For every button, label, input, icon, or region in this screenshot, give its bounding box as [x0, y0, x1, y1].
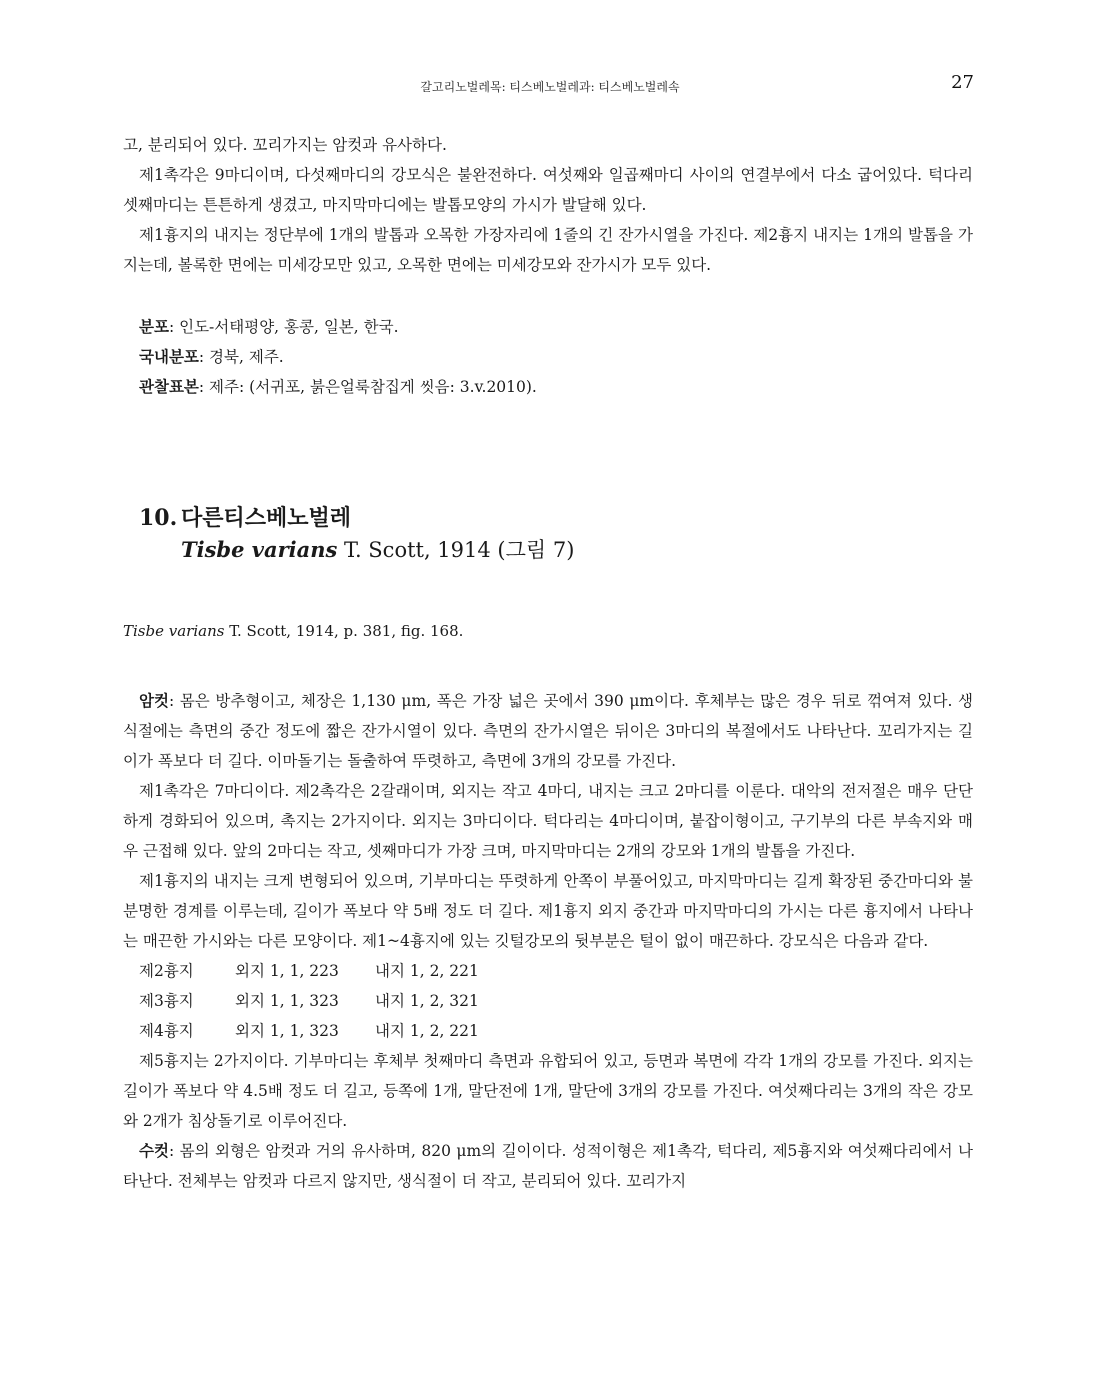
exopod-formula: 외지 1, 1, 323 [235, 1022, 339, 1040]
domestic-label: 국내분포 [139, 347, 199, 366]
page-body [123, 130, 973, 1196]
domestic-value: : 경북, 제주. [198, 348, 284, 366]
exopod-formula: 외지 1, 1, 323 [235, 992, 339, 1010]
intro-paragraph-2: 제1촉각은 9마디이며, 다섯째마디의 강모식은 불완전하다. 여섯째와 일곱째마디 사이의 연결부에서 다소 굽어있다. 턱다리 셋째마디는 튼튼하게 생겼고, 마지막마디에는 발톱모양의 가시가 발달해 있다. [123, 166, 973, 214]
sci-author-year: T. Scott, 1914 (그림 7) [337, 538, 575, 562]
female-paragraph-3: 제1흉지의 내지는 크게 변형되어 있으며, 기부마디는 뚜렷하게 안쪽이 부풀어있고, 마지막마디는 길게 확장된 중간마디와 불분명한 경계를 이루는데, 길이가 폭보다 약 5배 정도 더 길다. 제1흉지 외지 중간과 마지막마디의 가시는 다른 흉지에서 나타나는 매끈한 가시와는 다른 모양이다. 제1~4흉지에 있는 깃털강모의 뒷부분은 털이 없이 매끈하다. 강모식은 다음과 같다. [123, 872, 973, 950]
page-number: 27 [951, 72, 974, 93]
intro-paragraph-1: 고, 분리되어 있다. 꼬리가지는 암컷과 유사하다. [123, 136, 447, 154]
seta-formula-row [123, 986, 973, 1016]
sci-name: Tisbe varians [181, 537, 338, 562]
specimen-value: : 제주: (서귀포, 붉은얼룩참집게 씻음: 3.v.2010). [198, 378, 537, 396]
synonym-citation [123, 616, 973, 646]
running-title: 갈고리노벌레목: 티스베노벌레과: 티스베노벌레속 [420, 80, 680, 94]
section-number: 10. [139, 505, 178, 531]
endopod-formula: 내지 1, 2, 221 [375, 1022, 479, 1040]
male-label: 수컷 [139, 1141, 169, 1160]
section-heading [123, 502, 973, 534]
female-paragraph-2: 제1촉각은 7마디이다. 제2촉각은 2갈래이며, 외지는 작고 4마디, 내지는 크고 2마디를 이룬다. 대악의 전저절은 매우 단단하게 경화되어 있으며, 촉지는 2가지이다. 외지는 3마디이다. 턱다리는 4마디이며, 붙잡이형이고, 구기부의 다른 부속지와 매우 근접해 있다. 앞의 2마디는 작고, 셋째마디가 가장 크며, 마지막마디는 2개의 강모와 1개의 발톱을 가진다. [123, 782, 973, 860]
distribution-label: 분포 [139, 317, 169, 336]
distribution-line [123, 312, 973, 342]
seta-formula-row [123, 1016, 973, 1046]
female-paragraph-4: 제5흉지는 2가지이다. 기부마디는 후체부 첫째마디 측면과 유합되어 있고, 등면과 복면에 각각 1개의 강모를 가진다. 외지는 길이가 폭보다 약 4.5배 정도 더 길고, 등쪽에 1개, 말단전에 1개, 말단에 3개의 강모를 가진다. 여섯째다리는 3개의 작은 강모와 2개가 침상돌기로 이루어진다. [123, 1052, 973, 1130]
female-paragraph-1 [123, 686, 973, 776]
specimen-line [123, 372, 973, 402]
section-scientific-name [123, 534, 973, 566]
section-korean-name: 다른티스베노벌레 [181, 505, 352, 531]
citation-name: Tisbe varians [123, 622, 225, 640]
distribution-value: : 인도-서태평양, 홍콩, 일본, 한국. [168, 318, 399, 336]
exopod-formula: 외지 1, 1, 223 [235, 962, 339, 980]
endopod-formula: 내지 1, 2, 321 [375, 992, 479, 1010]
specimen-label: 관찰표본 [139, 377, 199, 396]
male-text-1: : 몸의 외형은 암컷과 거의 유사하며, 820 μm의 길이이다. 성적이형은 제1촉각, 턱다리, 제5흉지와 여섯째다리에서 나타난다. 전체부는 암컷과 다르지 않지만, 생식절이 더 작고, 분리되어 있다. 꼬리가지 [123, 1142, 973, 1190]
female-label: 암컷 [139, 691, 169, 710]
domestic-line [123, 342, 973, 372]
leg-name: 제2흉지 [139, 962, 194, 980]
leg-name: 제3흉지 [139, 992, 194, 1010]
male-paragraph-1 [123, 1136, 973, 1196]
leg-name: 제4흉지 [139, 1022, 194, 1040]
citation-rest: T. Scott, 1914, p. 381, fig. 168. [224, 622, 464, 640]
endopod-formula: 내지 1, 2, 221 [375, 962, 479, 980]
seta-formula-row [123, 956, 973, 986]
female-text-1: : 몸은 방추형이고, 체장은 1,130 μm, 폭은 가장 넓은 곳에서 390 μm이다. 후체부는 많은 경우 뒤로 꺾여져 있다. 생식절에는 측면의 중간 정도에 짧은 잔가시열이 있다. 측면의 잔가시열은 뒤이은 3마디의 복절에서도 나타난다. 꼬리가지는 길이가 폭보다 더 길다. 이마돌기는 돌출하여 뚜렷하고, 측면에 3개의 강모를 가진다. [123, 692, 973, 770]
info-block [123, 312, 973, 402]
intro-paragraph-3: 제1흉지의 내지는 정단부에 1개의 발톱과 오목한 가장자리에 1줄의 긴 잔가시열을 가진다. 제2흉지 내지는 1개의 발톱을 가지는데, 볼록한 면에는 미세강모만 있고, 오목한 면에는 미세강모와 잔가시가 모두 있다. [123, 226, 973, 274]
